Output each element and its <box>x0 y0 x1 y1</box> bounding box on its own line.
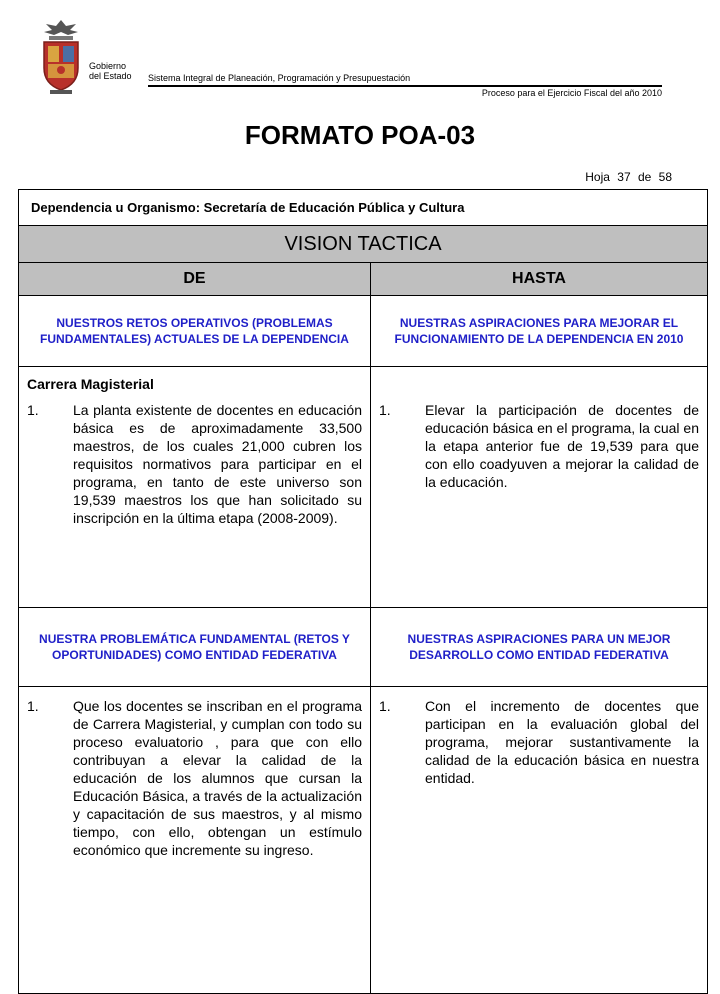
list-number: 1. <box>27 402 39 418</box>
list-item <box>27 697 362 859</box>
vision-table <box>18 189 708 994</box>
process-label: Proceso para el Ejercicio Fiscal del año 2010 <box>481 88 662 98</box>
section1-right-cell <box>371 367 708 608</box>
section1-header-row <box>19 296 708 367</box>
vision-row <box>19 226 708 263</box>
section1-left-cell <box>19 367 371 608</box>
state-seal-icon <box>36 18 86 96</box>
vision-heading: VISION TACTICA <box>19 226 708 263</box>
list-item <box>27 401 362 527</box>
section2-left-cell <box>19 687 371 994</box>
section1-content-row <box>19 367 708 608</box>
gov-line-2: del Estado <box>89 71 132 81</box>
gov-line-1: Gobierno <box>89 61 127 71</box>
list-text: La planta existente de docentes en educación básica es de aproximadamente 33,500 maestros, de los cuales 21,000 cubren los requisitos normativos para participar en el programa, en tanto de este universo son 19,539 maestros los que han solicitado su inscripción en la última etapa (2008-2009). <box>73 402 362 526</box>
section1-right-header: NUESTRAS ASPIRACIONES PARA MEJORAR EL FUNCIONAMIENTO DE LA DEPENDENCIA EN 2010 <box>371 296 708 367</box>
list-item <box>379 401 699 491</box>
page-number: Hoja 37 de 58 <box>585 170 672 184</box>
list-number: 1. <box>27 698 39 714</box>
col-de-header: DE <box>19 263 371 296</box>
page-title: FORMATO POA-03 <box>244 120 476 150</box>
section2-right-header: NUESTRAS ASPIRACIONES PARA UN MEJOR DESARROLLO COMO ENTIDAD FEDERATIVA <box>371 608 708 687</box>
list-item <box>379 697 699 787</box>
list-number: 1. <box>379 402 391 418</box>
dependency-row <box>19 190 708 226</box>
list-text: Que los docentes se inscriban en el programa de Carrera Magisterial, y cumplan con todo su proceso evaluatorio , para que con ello contribuyan a elevar la calidad de la educación de los alumnos que cursan la Educación Básica, a través de la actualización y capacitación de sus maestros, y al mismo tiempo, con ello, obtengan un estímulo económico que incremente su ingreso. <box>73 698 362 858</box>
section2-content-row <box>19 687 708 994</box>
list-text: Con el incremento de docentes que participan en la evaluación global del programa, mejorar sustantivamente la calidad de la educación básica en nuestra entidad. <box>425 698 699 786</box>
list-text: Elevar la participación de docentes de educación básica en el programa, la cual en la etapa anterior fue de 19,539 para que con ello coadyuven a mejorar la calidad de la educación. <box>425 402 699 490</box>
section2-right-cell <box>371 687 708 994</box>
list-number: 1. <box>379 698 391 714</box>
dependency-cell: Dependencia u Organismo: Secretaría de Educación Pública y Cultura <box>19 190 708 226</box>
system-name: Sistema Integral de Planeación, Programación y Presupuestación <box>148 73 411 83</box>
header-rule <box>148 85 662 87</box>
page-header <box>0 0 720 110</box>
section1-subtitle: Carrera Magisterial <box>27 376 154 392</box>
section1-left-header: NUESTROS RETOS OPERATIVOS (PROBLEMAS FUNDAMENTALES) ACTUALES DE LA DEPENDENCIA <box>19 296 371 367</box>
column-header-row <box>19 263 708 296</box>
section2-header-row <box>19 608 708 687</box>
section2-left-header: NUESTRA PROBLEMÁTICA FUNDAMENTAL (RETOS Y OPORTUNIDADES) COMO ENTIDAD FEDERATIVA <box>19 608 371 687</box>
government-label <box>89 61 132 81</box>
col-hasta-header: HASTA <box>371 263 708 296</box>
